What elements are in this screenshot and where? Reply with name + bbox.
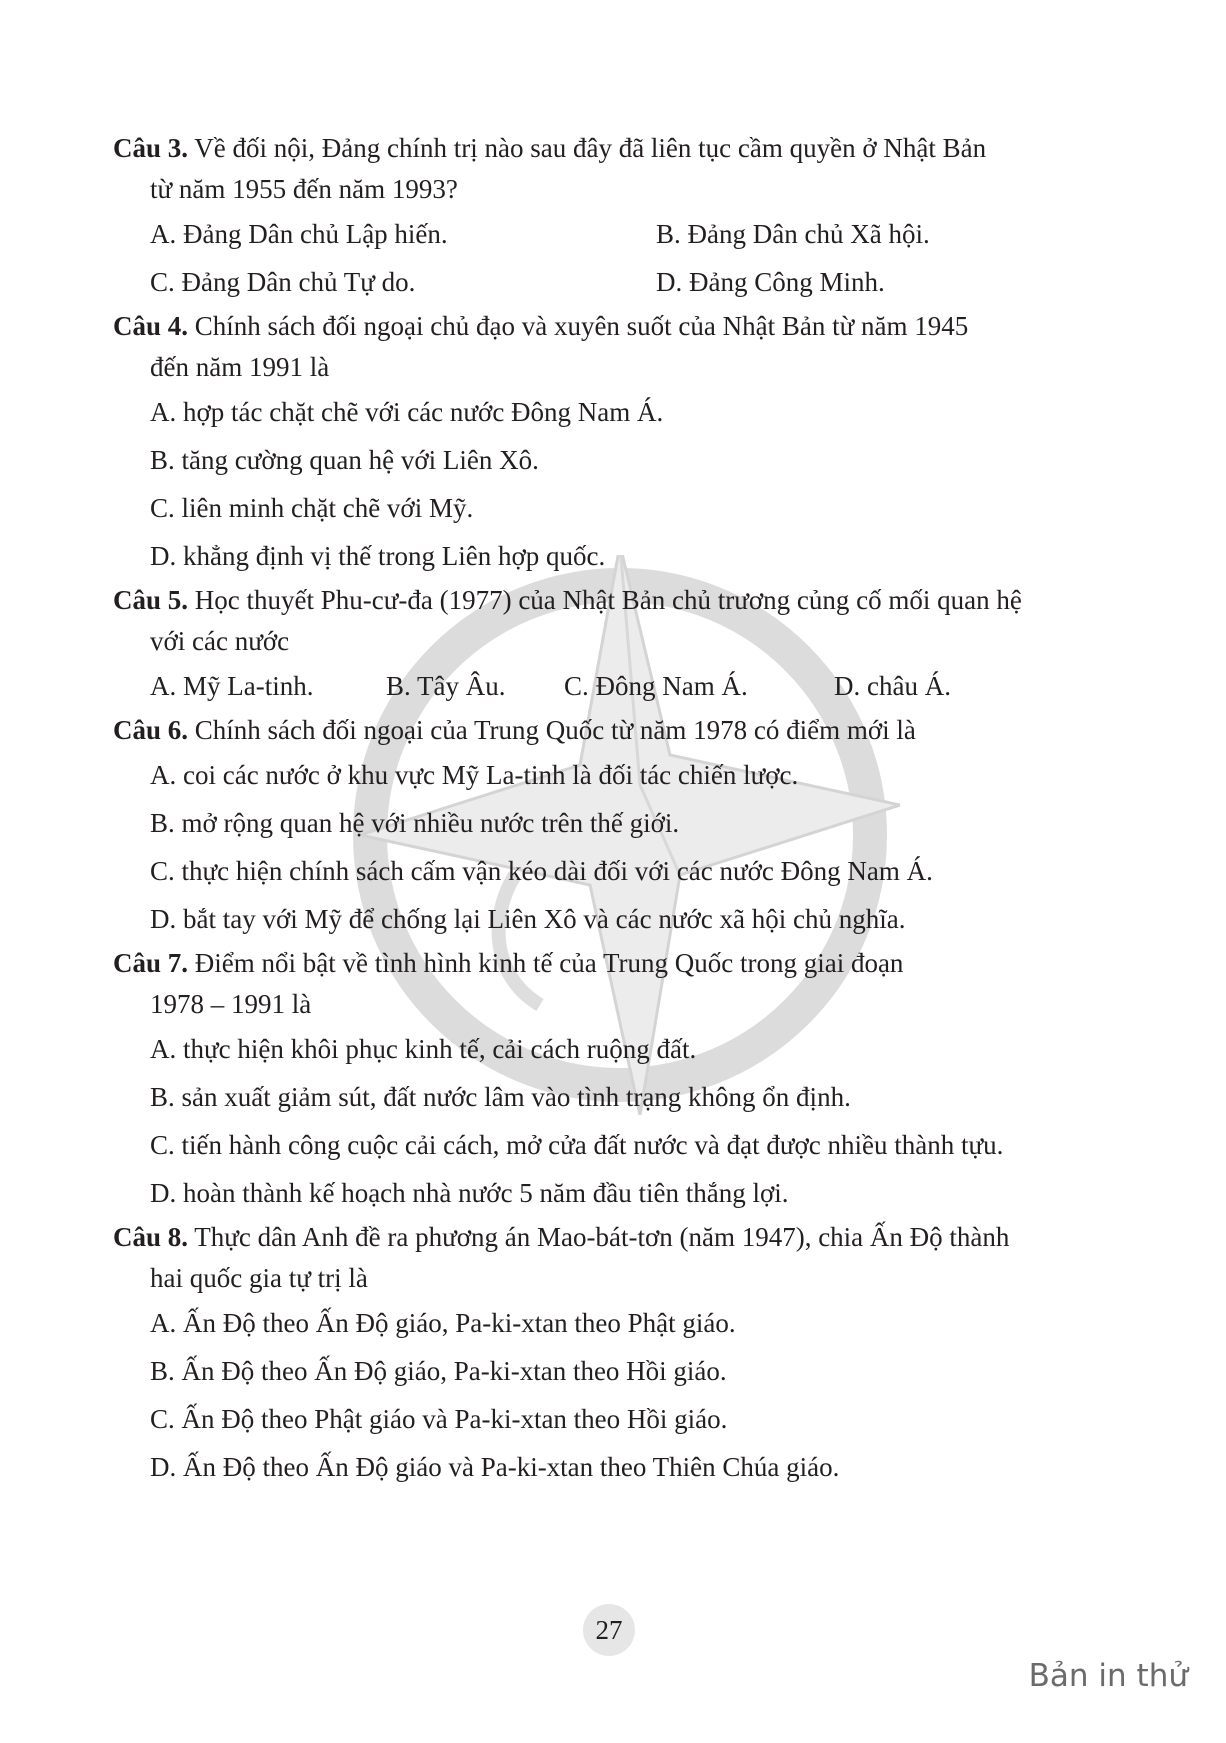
answer-options (113, 210, 1093, 306)
page-number-badge: 27 (583, 1604, 635, 1656)
answer-options (113, 751, 1093, 943)
answer-options (113, 1025, 1093, 1217)
option-a[interactable]: A. thực hiện khôi phục kinh tế, cải cách ruộng đất. (150, 1034, 697, 1064)
option-c[interactable]: C. liên minh chặt chẽ với Mỹ. (150, 493, 474, 523)
question-number: Câu 4. (113, 311, 189, 341)
question-8 (113, 1217, 1093, 1491)
question-number: Câu 8. (113, 1222, 189, 1252)
option-d[interactable]: D. bắt tay với Mỹ để chống lại Liên Xô và các nước xã hội chủ nghĩa. (150, 904, 906, 934)
question-7 (113, 943, 1093, 1217)
question-stem-line: Chính sách đối ngoại của Trung Quốc từ năm 1978 có điểm mới là (194, 715, 916, 745)
option-b[interactable]: B. Đảng Dân chủ Xã hội. (656, 219, 930, 249)
question-3 (113, 128, 1093, 306)
answer-options (113, 1299, 1093, 1491)
question-4 (113, 306, 1093, 580)
question-stem-line: Về đối nội, Đảng chính trị nào sau đây đã liên tục cầm quyền ở Nhật Bản (194, 133, 987, 163)
option-d[interactable]: D. châu Á. (834, 671, 951, 701)
option-a[interactable]: A. coi các nước ở khu vực Mỹ La-tinh là đối tác chiến lược. (150, 760, 799, 790)
question-number: Câu 6. (113, 715, 189, 745)
question-stem (113, 580, 1093, 662)
question-stem-line: hai quốc gia tự trị là (150, 1263, 368, 1293)
question-list (113, 128, 1093, 1491)
option-b[interactable]: B. sản xuất giảm sút, đất nước lâm vào tình trạng không ổn định. (150, 1082, 851, 1112)
question-5 (113, 580, 1093, 710)
option-c[interactable]: C. Đông Nam Á. (564, 671, 748, 701)
question-stem-line: với các nước (150, 626, 290, 656)
question-number: Câu 3. (113, 133, 189, 163)
question-number: Câu 7. (113, 948, 189, 978)
answer-options (113, 662, 1093, 710)
option-d[interactable]: D. Ấn Độ theo Ấn Độ giáo và Pa-ki-xtan theo Thiên Chúa giáo. (150, 1452, 840, 1482)
question-stem (113, 710, 1093, 751)
option-a[interactable]: A. Đảng Dân chủ Lập hiến. (150, 219, 448, 249)
option-d[interactable]: D. khẳng định vị thế trong Liên hợp quốc. (150, 541, 606, 571)
question-stem-line: đến năm 1991 là (150, 352, 330, 382)
question-stem-line: Điểm nổi bật về tình hình kinh tế của Trung Quốc trong giai đoạn (194, 948, 904, 978)
question-stem-line: Học thuyết Phu-cư-đa (1977) của Nhật Bản chủ trương củng cố mối quan hệ (194, 585, 1022, 615)
question-stem (113, 943, 1093, 1025)
question-stem (113, 1217, 1093, 1299)
question-stem-line: Thực dân Anh đề ra phương án Mao-bát-tơn (năm 1947), chia Ấn Độ thành (194, 1222, 1010, 1252)
question-stem (113, 306, 1093, 388)
option-b[interactable]: B. Ấn Độ theo Ấn Độ giáo, Pa-ki-xtan theo Hồi giáo. (150, 1356, 727, 1386)
option-c[interactable]: C. tiến hành công cuộc cải cách, mở cửa đất nước và đạt được nhiều thành tựu. (150, 1130, 1004, 1160)
question-stem-line: Chính sách đối ngoại chủ đạo và xuyên suốt của Nhật Bản từ năm 1945 (194, 311, 969, 341)
option-d[interactable]: D. hoàn thành kế hoạch nhà nước 5 năm đầu tiên thắng lợi. (150, 1178, 789, 1208)
option-b[interactable]: B. mở rộng quan hệ với nhiều nước trên thế giới. (150, 808, 680, 838)
option-a[interactable]: A. Ấn Độ theo Ấn Độ giáo, Pa-ki-xtan theo Phật giáo. (150, 1308, 736, 1338)
option-a[interactable]: A. hợp tác chặt chẽ với các nước Đông Nam Á. (150, 397, 664, 427)
question-6 (113, 710, 1093, 943)
question-number: Câu 5. (113, 585, 189, 615)
option-b[interactable]: B. Tây Âu. (386, 671, 506, 701)
draft-print-label: Bản in thử (1028, 1658, 1188, 1694)
answer-options (113, 388, 1093, 580)
option-b[interactable]: B. tăng cường quan hệ với Liên Xô. (150, 445, 539, 475)
question-stem-line: từ năm 1955 đến năm 1993? (150, 174, 458, 204)
question-stem (113, 128, 1093, 210)
option-c[interactable]: C. thực hiện chính sách cấm vận kéo dài đối với các nước Đông Nam Á. (150, 856, 933, 886)
option-c[interactable]: C. Đảng Dân chủ Tự do. (150, 267, 416, 297)
option-d[interactable]: D. Đảng Công Minh. (656, 267, 885, 297)
option-c[interactable]: C. Ấn Độ theo Phật giáo và Pa-ki-xtan theo Hồi giáo. (150, 1404, 728, 1434)
question-stem-line: 1978 – 1991 là (150, 989, 312, 1019)
option-a[interactable]: A. Mỹ La-tinh. (150, 671, 314, 701)
